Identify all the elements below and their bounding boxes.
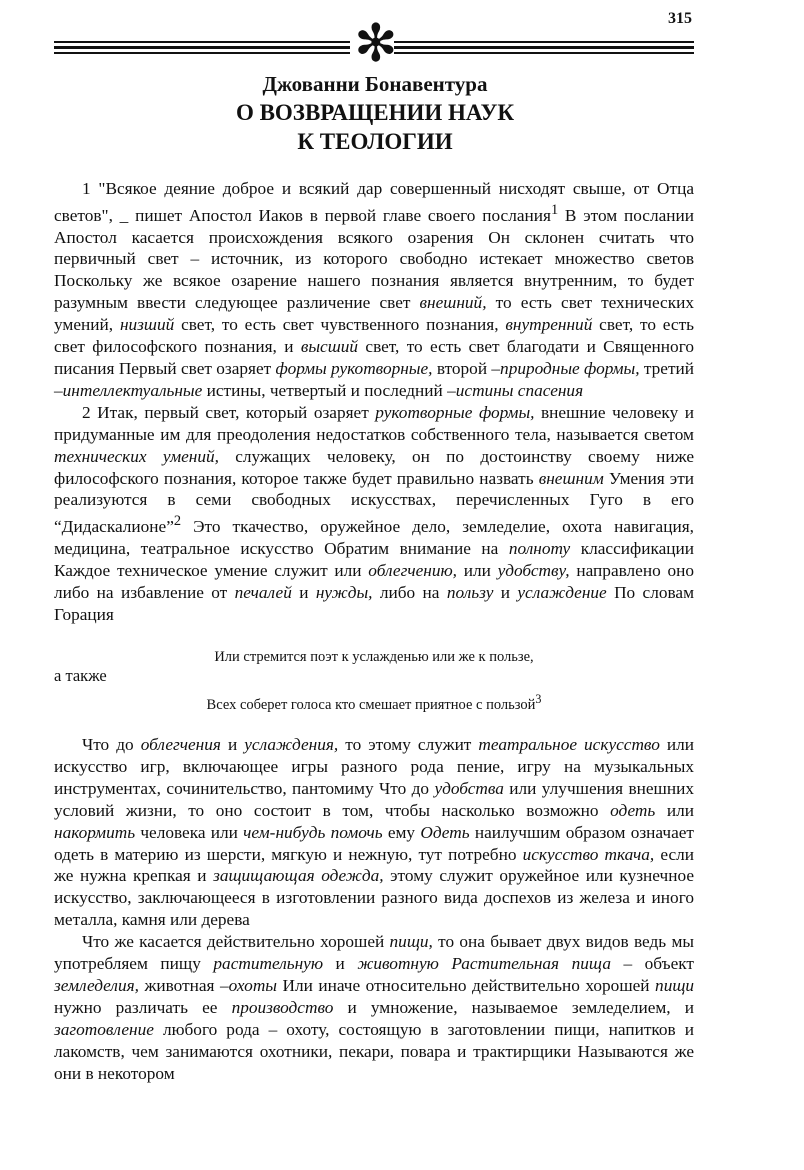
text-block-1 xyxy=(54,178,694,626)
connector-text: а также xyxy=(54,666,107,685)
text-block-2 xyxy=(54,734,694,1085)
title-line-2: К ТЕОЛОГИИ xyxy=(297,129,453,154)
verse-line-2: Всех соберет голоса кто смешает приятное с пользой$^3$ xyxy=(206,692,542,713)
footnote-ref: 1 xyxy=(550,201,559,218)
title-line-1: О ВОЗВРАЩЕНИИ НАУК xyxy=(235,100,515,125)
author: Джованни Бонавентура xyxy=(262,72,488,96)
paragraph-3: Что до облегчения и услаждения, то этому служит театральное искусство или искусство игр, включающее игры разного рода пение, игру на музыкальных инструментах, сочинительство, пантомиму Что до удобства или улучшения внешних условий жизни, то оно состоит в том, чтобы насколько возможно одеть или накормить человека или чем-нибудь помочь ему Одеть наилучшим образом означает одеть в материю из шерсти, мягкую и нежную, тут потребно искусство ткача, если же нужна крепкая и защищающая одежда, этому служит оружейное или кузнечное искусство, заключающееся в изготовлении разного вида доспехов из железа и иного металла, камня или дерева xyxy=(54,735,695,930)
footnote-ref: 2 xyxy=(173,513,182,530)
paragraph-4: Что же касается действительно хорошей пищи, то она бывает двух видов ведь мы употребляем пищу растительную и животную Растительная пища – объект земледелия, животная –охоты Или иначе относительно действительно хорошей пищи нужно различать ее производство и умножение, называемое земледелием, и заготовление любого рода – охоту, состоящую в заготовлении пищи, напитков и лакомств, чем занимаются охотники, пекари, повара и трактирщики Называются же они в некотором xyxy=(54,932,695,1083)
verse-line-1: Или стремится поэт к услажденью или же к пользе, xyxy=(214,649,534,665)
title-block xyxy=(0,70,750,156)
asterisk-ornament-icon: ✻ xyxy=(350,28,394,64)
paragraph-2: 2 Итак, первый свет, который озаряет рукотворные формы, внешние человеку и придуманные им для преодоления недостатков собственного тела, называется светом технических умений, служащих человеку, он по достоинству своему ниже философского познания, которое также будет правильно назвать внешним Умения эти реализуются в семи свободных искусствах, перечисленных Гуго в его “Дидаскалионе”$^2$ Это ткачество, оружейное дело, земледелие, охота навигация, медицина, театральное искусство Обратим внимание на полноту классификации Каждое техническое умение служит или облегчению, или удобству, направлено оно либо на избавление от печалей и нужды, либо на пользу и услаждение По словам Горация xyxy=(54,402,695,624)
page-number: 315 xyxy=(668,10,692,27)
paragraph-1: 1 "Всякое деяние доброе и всякий дар совершенный нисходят свыше, от Отца светов", _ пишет Апостол Иаков в первой главе своего послания$^1$ В этом послании Апостол касается происхождения всякого озарения Он склонен считать что первичный свет – источник, из которого свободно истекает множество светов Поскольку же всякое озарение нашего познания является внутренним, то будет разумным ввести следующее различение свет внешний, то есть свет технических умений, низший свет, то есть свет чувственного познания, внутренний свет, то есть свет философского познания, и высший свет, то есть свет благодати и Священного писания Первый свет озаряет формы рукотворные, второй –природные формы, третий –интеллектуальные истины, четвертый и последний –истины спасения xyxy=(54,179,695,400)
footnote-ref: 3 xyxy=(535,692,542,706)
